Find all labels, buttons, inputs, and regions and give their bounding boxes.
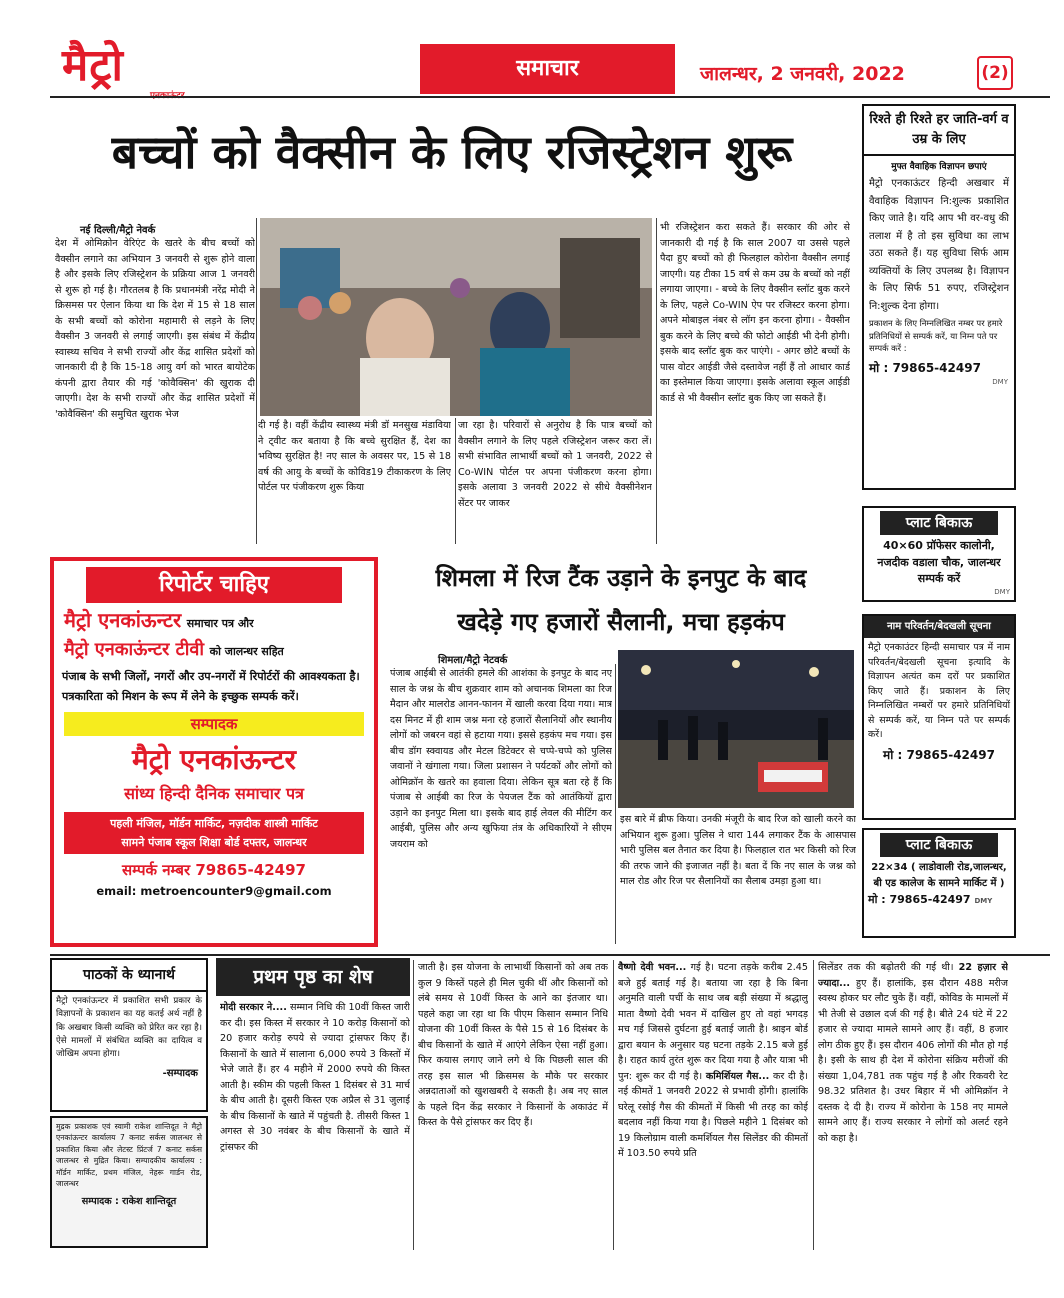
lead-col-4: भी रजिस्ट्रेशन करा सकते हैं। सरकार की ओर से जानकारी दी गई है कि साल 2007 या उससे पहले पैदा हुए बच्चों को ही फिलहाल कोरोना वैक्सीन लगाई जाएगी। यह टीका 15 वर्ष से कम उम्र के बच्चों को नहीं लगाया जाएगा। - बच्चे के लिए वैक्सीन स्लॉट बुक करने के लिए, पहले Co-WIN ऐप पर रजिस्टर करना होगा। अपने मोबाइल नंबर से लॉग इन करना होगा। - वैक्सीन बुक करने के लिए बच्चे की फोटो आईडी भी देनी होगी। इसके बाद स्लॉट बुक कर पाएंगे। - अगर छोटे बच्चों के पास वोटर आईडी जैसे दस्तावेज नहीं हैं तो आधार कार्ड का इस्तेमाल किया जाएगा। इसके अलावा स्कूल आईडी कार्ड से भी वैक्सीन स्लॉट बुक किए जा सकते हैं।: [660, 222, 850, 404]
name-change-contact: मो : 79865-42497: [883, 748, 995, 763]
lead-col-1: देश में ओमिक्रोन वेरिएंट के खतरे के बीच बच्चों को वैक्सीन लगाने का अभियान 3 जनवरी से शुरू होने वाला है और इसके लिए रजिस्ट्रेशन के प्रक्रिया आज 1 जनवरी से शुरू हो गई है। गौरतलब है कि प्रधानमंत्री नरेंद्र मोदी ने क्रिसमस पर ऐलान किया था कि देश में 15 से 18 साल के सभी बच्चों को कोरोना महामारी से लड़ने के लिए वैक्सीन 3 जनवरी से लगाई जाएगी। इस संबंध में केंद्रीय स्वास्थ्य सचिव ने सभी राज्यों और केंद्र शासित प्रदेशों को जानकारी दी है कि 15-18 आयु वर्ग को भारत बायोटेक कंपनी द्वारा तैयार की गई 'कोवैक्सिन' की खुराक दी जाएगी। देश के सभी राज्यों और केंद्र शासित प्रदेशों में 'कोवैक्सिन' की समुचित खुराक भेज: [55, 238, 255, 420]
name-change-box: [862, 614, 1016, 820]
reporter-ad-editor-label: सम्पादक: [64, 712, 364, 736]
bottom-col-divider-1: [413, 960, 414, 1250]
front-rest-col-4-lead: 22 हज़ार से ज्यादा...: [818, 962, 1008, 989]
masthead-logo-sub: [150, 88, 185, 101]
lead-col-divider-1: [256, 218, 257, 544]
front-rest-col-3-lead-2: कमिर्शियल गैस...: [705, 1070, 770, 1082]
shimla-col-1: पंजाब आईबी से आतंकी हमले की आशंका के इनपुट के बाद नए साल के जश्न के बीच शुक्रवार शाम को अचानक शिमला का रिज मैदान और मालरोड आनन-फानन में खाली करवा दिया गया। मात्र दस मिनट में ही शाम जश्न मना रहे हजारों सैलानियों और स्थानीय लोगों को जबरन वहां से हटाया गया। इससे हड़कंप मच गया। इस बीच डॉग स्क्वायड और मेटल डिटेक्टर से चप्पे-चप्पे को पुलिस जवानों ने खंगाला गया। जिला प्रशासन ने पर्यटकों और लोगों को ओमिक्रॉन के खतरे का हवाला दिया। लेकिन सूत्र बता रहे हैं कि पंजाब से आईबी का रिज के पेयजल टैंक को आतंकियों द्वारा उड़ाने का इनपुट मिला था। इसके बाद हाई लेवल की मीटिंग कर आईबी, पुलिस और अन्य खुफिया तंत्र के अधिकारियों ने सीएम जयराम को: [390, 668, 612, 850]
shimla-byline: शिमला/मैट्रो नेटवर्क: [438, 655, 508, 666]
lead-photo: [260, 218, 652, 416]
reporter-ad-address-band: [64, 812, 364, 854]
readers-body: मैट्रो एनकांऊन्टर में प्रकाशित सभी प्रकार के विज्ञापनों के प्रकाशन का यह कतई अर्थ नहीं है कि अखबार किसी व्यक्ति को प्रेरित कर रहा है। ऐसे मामलों में संबंधित व्यक्ति का दायित्व व जोखिम अपना होगा।: [56, 996, 202, 1060]
reporter-ad-line1-rest: समाचार पत्र और: [186, 617, 254, 630]
reporter-ad-line2: [54, 637, 374, 665]
reporter-ad-address-2: सामने पंजाब स्कूल शिक्षा बोर्ड दफ्तर, जालन्धर: [121, 836, 307, 850]
vaccination-photo-icon: [260, 218, 652, 416]
plot-ad-2-title: प्लाट बिकाऊ: [880, 833, 998, 857]
reporter-ad-tagline: सांध्य हिन्दी दैनिक समाचार पत्र: [124, 784, 304, 804]
plot-ad-2: [862, 828, 1016, 938]
readers-title: पाठकों के ध्यानार्थ: [52, 960, 206, 992]
matrimonial-body: मैट्रो एनकाऊंटर हिन्दी अखबार में वैवाहिक विज्ञापन नि:शुल्क प्रकाशित किए जाते है। यदि आप भी वर-वधु की तलाश में है तो इस सुविधा का लाभ उठा सकते हैं। यह सुविधा सिर्फ आम व्यक्तियों के लिए उपलब्ध है। विज्ञापन के लिए सिर्फ 51 रुपए, रजिस्ट्रेशन नि:शुल्क देना होगा।: [869, 178, 1009, 312]
masthead-rule: [50, 96, 1050, 98]
front-rest-col-2: जाती है। इस योजना के लाभार्थी किसानों को अब तक कुल 9 किस्तें पहले ही मिल चुकी थीं और किसानों को लंबे समय से 10वीं किस्त के आने का इंतजार था। पहले कहा जा रहा था कि पीएम किसान सम्मान निधि योजना की 10वीं किस्त के पैसे 15 से 16 दिसंबर के बीच किसानों के खाते में आएंगे लेकिन ऐसा नहीं हुआ। फिर कयास लगाए जाने लगे थे कि पिछली साल की तरह इस साल भी क्रिसमस के मौके पर सरकार अन्नदाताओं को खुशखबरी दे सकती है। अब नए साल के पहले दिन केंद्र सरकार ने किसानों के अकाउंट में किस्त के पैसे ट्रांसफर कर दिए हैं।: [418, 962, 608, 1129]
bottom-rule: [50, 954, 1050, 956]
matrimonial-note: प्रकाशन के लिए निम्नलिखित नम्बर पर हमारे प्रतिनिधियों से सम्पर्क करें, या निम्न पते पर सम्पर्क करें :: [869, 318, 1003, 354]
shimla-headline-1: शिमला में रिज टैंक उड़ाने के इनपुट के बाद: [435, 564, 807, 592]
lead-col-divider-2: [455, 418, 456, 544]
matrimonial-title: रिश्ते ही रिश्ते हर जाति-वर्ग व उम्र के लिए: [864, 106, 1014, 156]
shimla-col-2: इस बारे में ब्रीफ किया। उनकी मंजूरी के बाद रिज को खाली करने का अभियान शुरू हुआ। पुलिस ने धारा 144 लगाकर टैंक के आसपास भारी पुलिस बल तैनात कर दिया है। फिलहाल रात भर किसी को रिज की तरफ जाने की इजाजत नहीं है। बता दें कि नए साल के जश्न को माल रोड और रिज पर सैलानियों का सैलाब उमड़ा हुआ था।: [620, 814, 856, 888]
plot-ad-1: [862, 506, 1016, 602]
plot-ad-2-contact: [864, 892, 1014, 907]
front-rest-col-1-lead: मोदी सरकार ने....: [220, 1002, 287, 1013]
front-rest-col-4: [818, 960, 1008, 1250]
shimla-headline-2: खदेड़े गए हजारों सैलानी, मचा हड़कंप: [457, 608, 785, 636]
imprint-box: [50, 1116, 208, 1248]
lead-headline: बच्चों को वैक्सीन के लिए रजिस्ट्रेशन शुरू: [111, 125, 793, 179]
imprint-editor: सम्पादक : राकेश शान्तिदूत: [81, 1196, 177, 1208]
shimla-col-divider: [615, 664, 616, 944]
plot-ad-1-body: 40×60 प्रॉफेसर कालोनी, नजदीक वडाला चौक, जालन्धर सम्पर्क करें: [877, 539, 1001, 585]
name-change-body: मैट्रो एनकाउंटर हिन्दी समाचार पत्र में नाम परिवर्तन/बेदखली सूचना इत्यादि के विज्ञापन अत्यंत कम दरों पर प्रकाशित किए जाते हैं। प्रकाशन के लिए निम्नलिखित नम्बरों पर हमारे प्रतिनिधियों से सम्पर्क करें, या निम्न पते पर सम्पर्क करें।: [868, 642, 1010, 741]
front-rest-col-3-text: गई है। घटना तड़के करीब 2.45 बजे हुई बताई गई है। बताया जा रहा है कि बिना अनुमति वाली पर्ची के साथ जब बड़ी संख्या में श्रद्धालु माता वैष्णो देवी भवन में दाखिल हुए तो वहां भगदड़ मच गई जिससे दुर्घटना हुई बताई जाती है। श्राइन बोर्ड द्वारा बयान के अनुसार यह घटना तड़के 2.15 बजे हुई है। राहत कार्य तुरंत शुरू कर दिया गया है और यात्रा भी पुन: शुरू कर दी गई है।: [618, 962, 808, 1082]
readers-sign: -सम्पादक: [162, 1067, 198, 1079]
shimla-photo: [618, 650, 854, 808]
reporter-ad-line2-brand: मैट्रो एनकाऊंन्टर टीवी: [64, 639, 205, 660]
front-rest-col-1: [220, 1000, 410, 1250]
reporter-ad-line3: पंजाब के सभी जिलों, नगरों और उप-नगरों में रिपोर्टरों की आवश्यकता है। पत्रकारिता को मिशन के रूप में लेने के इच्छुक सम्पर्क करें।: [62, 670, 360, 703]
matrimonial-contact: मो : 79865-42497: [869, 360, 981, 375]
masthead-logo: मैट्रो: [62, 40, 124, 91]
front-rest-col-3-text-2: कर दी है। नई कीमतें 1 जनवरी 2022 से प्रभावी होंगी। हालांकि घरेलू रसोई गैस की कीमतों में किसी भी तरह का कोई बदलाव नहीं किया गया है। पिछले महीने 1 दिसंबर को 19 किलोग्राम वाली कमर्शियल गैस सिलेंडर की कीमतों में 103.50 रुपये प्रति: [618, 1070, 808, 1160]
page-number: (2): [977, 56, 1013, 90]
front-rest-col-3: [618, 960, 808, 1250]
lead-byline: नई दिल्ली/मैट्रो नेवर्क: [80, 225, 156, 236]
plot-ad-2-dmy: DMY: [974, 897, 993, 905]
reporter-ad-line2-rest: को जालन्धर सहित: [209, 645, 284, 658]
bottom-col-divider-3: [813, 960, 814, 1250]
lead-col-divider-3: [656, 218, 657, 544]
shimla-night-photo-icon: [618, 650, 854, 808]
masthead: [0, 0, 1064, 100]
matrimonial-subtitle: मुफ्त वैवाहिक विज्ञापन छपाएं: [891, 162, 987, 172]
matrimonial-dmy: DMY: [992, 377, 1008, 386]
reporter-ad: [50, 557, 378, 947]
matrimonial-box: [862, 104, 1016, 490]
section-band: समाचार: [420, 44, 675, 94]
reporter-ad-line1: [54, 607, 374, 637]
front-rest-title: प्रथम पृष्ठ का शेष: [216, 958, 410, 996]
plot-ad-1-dmy: DMY: [994, 588, 1010, 596]
front-rest-col-4-text-2: हुए हैं। हालांकि, इस दौरान 488 मरीज स्वस्थ होकर घर लौट चुके हैं। वहीं, कोविड के मामलों में भी तेजी से उछाल दर्ज की गई है। बीते 24 घंटे में 22 हजार से ज्यादा मामले सामने आए हैं। वहीं, 8 हजार लोग ठीक हुए हैं। इस दौरान 406 लोगों की मौत हो गई है। इसी के साथ ही देश में कोरोना संक्रिय मरीजों की संख्या 1,04,781 तक पहुंच गई है और रिकवरी रेट 98.32 प्रतिशत है। उधर बिहार में भी ओमिक्रॉन ने दस्तक दे दी है। राज्य में कोरोना के 158 नए मामले सामने आए हैं। राज्य सरकार ने लोगों को अलर्ट रहने को कहा है।: [818, 977, 1008, 1144]
name-change-title: नाम परिवर्तन/बेदखली सूचना: [864, 616, 1014, 638]
front-rest-col-3-lead: वैष्णो देवी भवन...: [618, 962, 687, 973]
lead-col-3: जा रहा है। परिवारों से अनुरोध है कि पात्र बच्चों को वैक्सीन लगाने के लिए पहले रजिस्ट्रेशन जरूर करा लें। सभी संभावित लाभार्थी बच्चों को 1 जनवरी, 2022 से Co-WIN पोर्टल पर अपना पंजीकरण करना होगा। इसके अलावा 3 जनवरी 2022 से सीधे वैक्सीनेशन सेंटर पर जाकर: [458, 420, 652, 509]
imprint-body: मुद्रक प्रकाशक एवं स्वामी राकेश शान्तिदूत ने मैट्रो एनकांऊन्टर कार्यालय 7 कनाट सर्कस जालन्धर से प्रकाशित किया और लेटस्ट प्रिंटर्ज 7 कनाट सर्कस जालन्धर से मुद्रित किया। सम्पादकीय कार्यालय : मॉर्डन मार्किट, प्रथम मंजिल, नेहरू गार्डन रोड, जालन्धर: [56, 1122, 202, 1188]
front-rest-col-1-text: सम्मान निधि की 10वीं किस्त जारी कर दी। इस किस्त में सरकार ने 10 करोड़ किसानों को 20 हजार करोड़ रुपये से ज्यादा ट्रांसफर किए हैं। किसानों के खाते में सालाना 6,000 रुपये 3 किस्तों में भेजे जाते हैं। हर 4 महीने में 2000 रुपये की किस्त आती है। स्कीम की पहली किस्त 1 दिसंबर से 31 मार्च के बीच आती है। दूसरी किस्त एक अप्रैल से 31 जुलाई के बीच किसानों के खाते में पहुंचती है. तीसरी किस्त 1 अगस्त से 30 नवंबर के बीच किसानों के खाते में ट्रांसफर की: [220, 1002, 410, 1153]
plot-ad-1-title: प्लाट बिकाऊ: [880, 511, 998, 535]
front-rest-col-4-text: सिलेंडर तक की बढ़ोतरी की गई थी।: [818, 962, 954, 973]
lead-col-2: दी गई है। वहीं केंद्रीय स्वास्थ्य मंत्री डॉ मनसुख मंडाविया ने ट्वीट कर बताया है कि बच्चे सुरक्षित हैं, देश का भविष्य सुरक्षित है! नए साल के अवसर पर, 15 से 18 वर्ष की आयु के बच्चों के कोविड19 टीकाकरण के लिए पोर्टल पर पंजीकरण शुरू किया: [258, 420, 451, 494]
readers-box: [50, 958, 208, 1112]
reporter-ad-line1-brand: मैट्रो एनकांऊन्टर: [64, 608, 182, 632]
reporter-ad-title: रिपोर्टर चाहिए: [86, 567, 342, 603]
plot-ad-2-phone: मो : 79865-42497: [868, 893, 971, 906]
reporter-ad-address-1: पहली मंजिल, मॉर्डन मार्किट, नज़दीक शास्त्री मार्किट: [110, 817, 318, 831]
bottom-col-divider-2: [613, 960, 614, 1250]
reporter-ad-phone: सम्पर्क नम्बर 79865-42497: [122, 861, 306, 880]
reporter-ad-email: email: metroencounter9@gmail.com: [96, 884, 332, 899]
dateline: जालन्धर, 2 जनवरी, 2022: [700, 63, 905, 85]
plot-ad-2-body: 22×34 ( लाडोवाली रोड,जालन्धर, बी एड कालेज के सामने मार्किट में ): [871, 862, 1007, 889]
reporter-ad-brand: मैट्रो एनकांऊन्टर: [132, 743, 296, 777]
